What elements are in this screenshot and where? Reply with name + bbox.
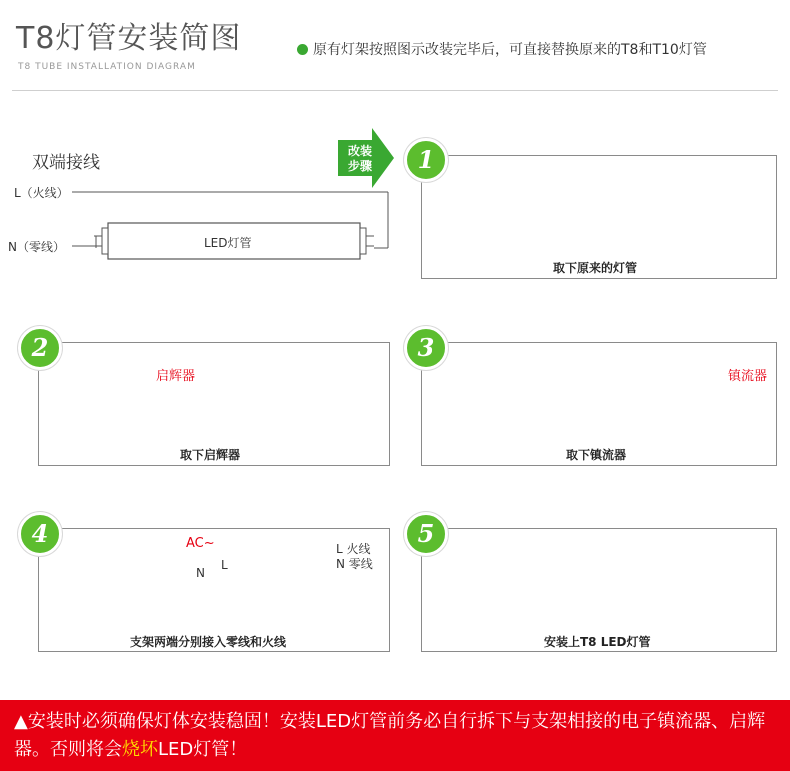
starter-label: 启辉器	[156, 369, 196, 384]
live-wire-label: L（火线）	[14, 186, 69, 200]
warning-text: ▲安装时必须确保灯体安装稳固！安装LED灯管前务必自行拆下与支架相接的电子镇流器、启辉器。否则将会烧坏LED灯管！	[14, 711, 766, 760]
step-1-number: 1	[404, 138, 448, 182]
neutral-wire-label: N（零线）	[8, 240, 65, 254]
legend-neutral: N 零线	[336, 557, 373, 571]
step-3-number: 3	[404, 326, 448, 370]
step-arrow-label: 改装 步骤	[347, 144, 372, 173]
tube-label: LED灯管	[204, 236, 252, 250]
page-title: T8灯管安装简图	[16, 21, 242, 56]
step-3-caption: 取下镇流器	[566, 448, 627, 462]
step-5-caption: 安装上T8 LED灯管	[544, 635, 651, 649]
page-subtitle: T8 TUBE INSTALLATION DIAGRAM	[18, 62, 196, 72]
l-terminal-label: L	[221, 558, 228, 572]
n-terminal-label: N	[196, 566, 205, 580]
step-5-number: 5	[404, 512, 448, 556]
legend-live: L 火线	[336, 542, 371, 556]
step-4-number: 4	[18, 512, 62, 556]
wiring-heading: 双端接线	[32, 153, 100, 173]
header-note: 原有灯架按照图示改装完毕后，可直接替换原来的T8和T10灯管	[313, 42, 707, 58]
warning-highlight: 烧坏	[122, 739, 158, 760]
step-2-number: 2	[18, 326, 62, 370]
ac-label: AC~	[186, 536, 215, 551]
step-4-caption: 支架两端分别接入零线和火线	[130, 635, 287, 649]
ballast-label: 镇流器	[728, 369, 768, 384]
tube-end-cap-right	[360, 228, 366, 254]
step-1-caption: 取下原来的灯管	[553, 261, 638, 275]
step-2-caption: 取下启辉器	[180, 448, 241, 462]
tube-end-cap-left	[102, 228, 108, 254]
